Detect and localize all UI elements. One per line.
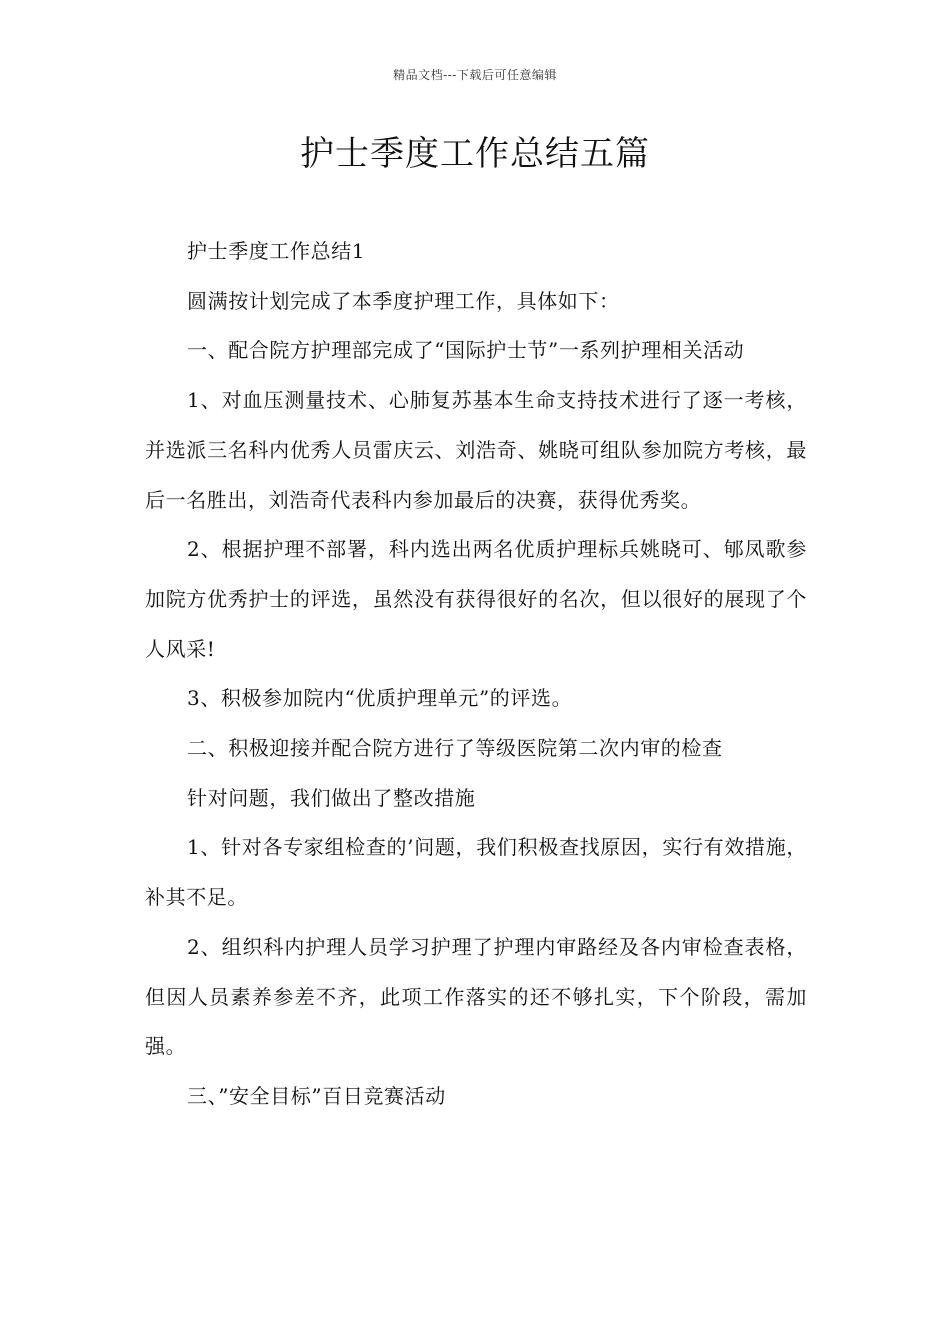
header-note: 精品文档---下载后可任意编辑 <box>393 68 557 82</box>
paragraph-subtitle: 护士季度工作总结1 <box>187 239 366 263</box>
document-title: 护士季度工作总结五篇 <box>300 134 650 174</box>
paragraph-intro: 圆满按计划完成了本季度护理工作，具体如下： <box>187 288 620 313</box>
paragraph-item-2-1: 1、针对各专家组检查的’问题，我们积极查找原因，实行有效措施，补其不足。 <box>145 835 807 910</box>
paragraph-item-1-1: 1、对血压测量技术、心肺复苏基本生命支持技术进行了逐一考核，并选派三名科内优秀人员雷庆云、刘浩奇、姚晓可组队参加院方考核，最后一名胜出，刘浩奇代表科内参加最后的决赛，获得优秀奖。 <box>145 388 807 512</box>
paragraph-item-2-2: 2、组织科内护理人员学习护理了护理内审路经及各内审检查表格，但因人员素养参差不齐，此项工作落实的还不够扎实，下个阶段，需加强。 <box>145 934 807 1059</box>
paragraph-section-2: 二、积极迎接并配合院方进行了等级医院第二次内审的检查 <box>187 736 723 761</box>
paragraph-section-3: 三、”安全目标”百日竞赛活动 <box>187 1083 446 1108</box>
paragraph-section-1: 一、配合院方护理部完成了“国际护士节”一系列护理相关活动 <box>187 338 745 363</box>
document-body <box>145 227 807 1122</box>
paragraph-item-1-2: 2、根据护理不部署，科内选出两名优质护理标兵姚晓可、郇凤歌参加院方优秀护士的评选，虽然没有获得很好的名次，但以很好的展现了个人风采! <box>145 537 807 661</box>
paragraph-item-1-3: 3、积极参加院内“优质护理单元”的评选。 <box>187 686 573 711</box>
paragraph-section-2-intro: 针对问题，我们做出了整改措施 <box>187 785 476 810</box>
